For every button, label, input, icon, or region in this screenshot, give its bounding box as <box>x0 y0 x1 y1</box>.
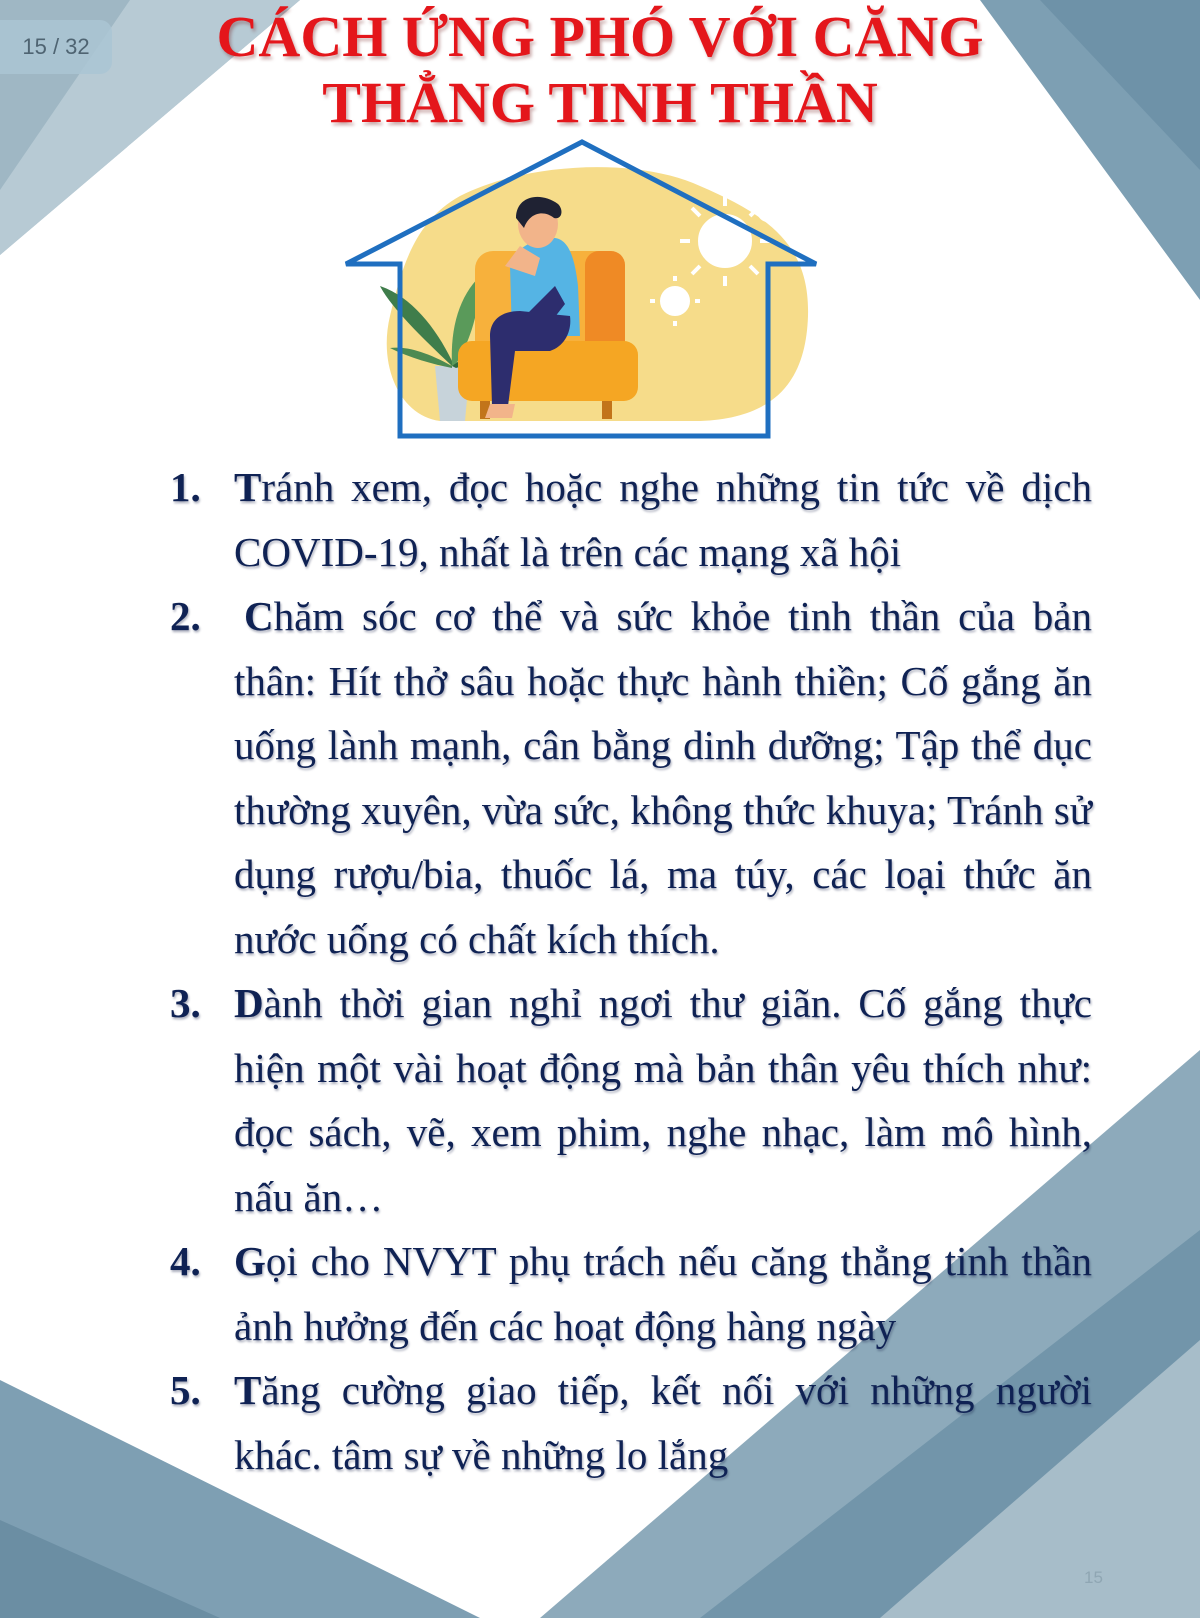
tip-item-3 <box>170 971 1092 1229</box>
page-counter: 15 / 32 <box>0 20 112 74</box>
tip-text: hăm sóc cơ thể và sức khỏe tinh thần của bản thân: Hít thở sâu hoặc thực hành thiền; Cố gắng ăn uống lành mạnh, cân bằng dinh dưỡng; Tập thể dục thường xuyên, vừa sức, không thức khuya; Tránh sử dụng rượu/bia, thuốc lá, ma túy, các loại thức ăn nước uống có chất kích thích. <box>234 593 1092 962</box>
stressed-person-illustration <box>340 136 860 466</box>
tip-initial: G <box>234 1238 266 1284</box>
tip-initial: C <box>244 593 274 639</box>
tip-initial: T <box>234 464 262 510</box>
tip-item-4 <box>170 1229 1092 1358</box>
tip-item-1 <box>170 455 1092 584</box>
tip-number: 5. <box>170 1367 201 1413</box>
tip-number: 3. <box>170 980 201 1026</box>
tip-text: ành thời gian nghỉ ngơi thư giãn. Cố gắng thực hiện một vài hoạt động mà bản thân yêu thích như: đọc sách, vẽ, xem phim, nghe nhạc, làm mô hình, nấu ăn… <box>234 980 1092 1220</box>
tip-initial: D <box>234 980 264 1026</box>
slide-title-line-2: THẲNG TINH THẦN <box>322 70 878 135</box>
tip-item-2 <box>170 584 1092 971</box>
tip-text: ọi cho NVYT phụ trách nếu căng thẳng tinh thần ảnh hưởng đến các hoạt động hàng ngày <box>234 1238 1092 1349</box>
tip-text: ránh xem, đọc hoặc nghe những tin tức về dịch COVID-19, nhất là trên các mạng xã hội <box>234 464 1092 575</box>
tip-text: ăng cường giao tiếp, kết nối với những người khác. tâm sự về những lo lắng <box>234 1367 1092 1478</box>
slide-title-line-1: CÁCH ỨNG PHÓ VỚI CĂNG <box>216 4 984 69</box>
tip-initial: T <box>234 1367 262 1413</box>
slide-page-number: 15 <box>1084 1568 1103 1587</box>
tips-list <box>170 455 1092 1487</box>
tip-number: 1. <box>170 464 201 510</box>
tip-number: 2. <box>170 593 201 639</box>
tip-number: 4. <box>170 1238 201 1284</box>
tip-item-5 <box>170 1358 1092 1487</box>
